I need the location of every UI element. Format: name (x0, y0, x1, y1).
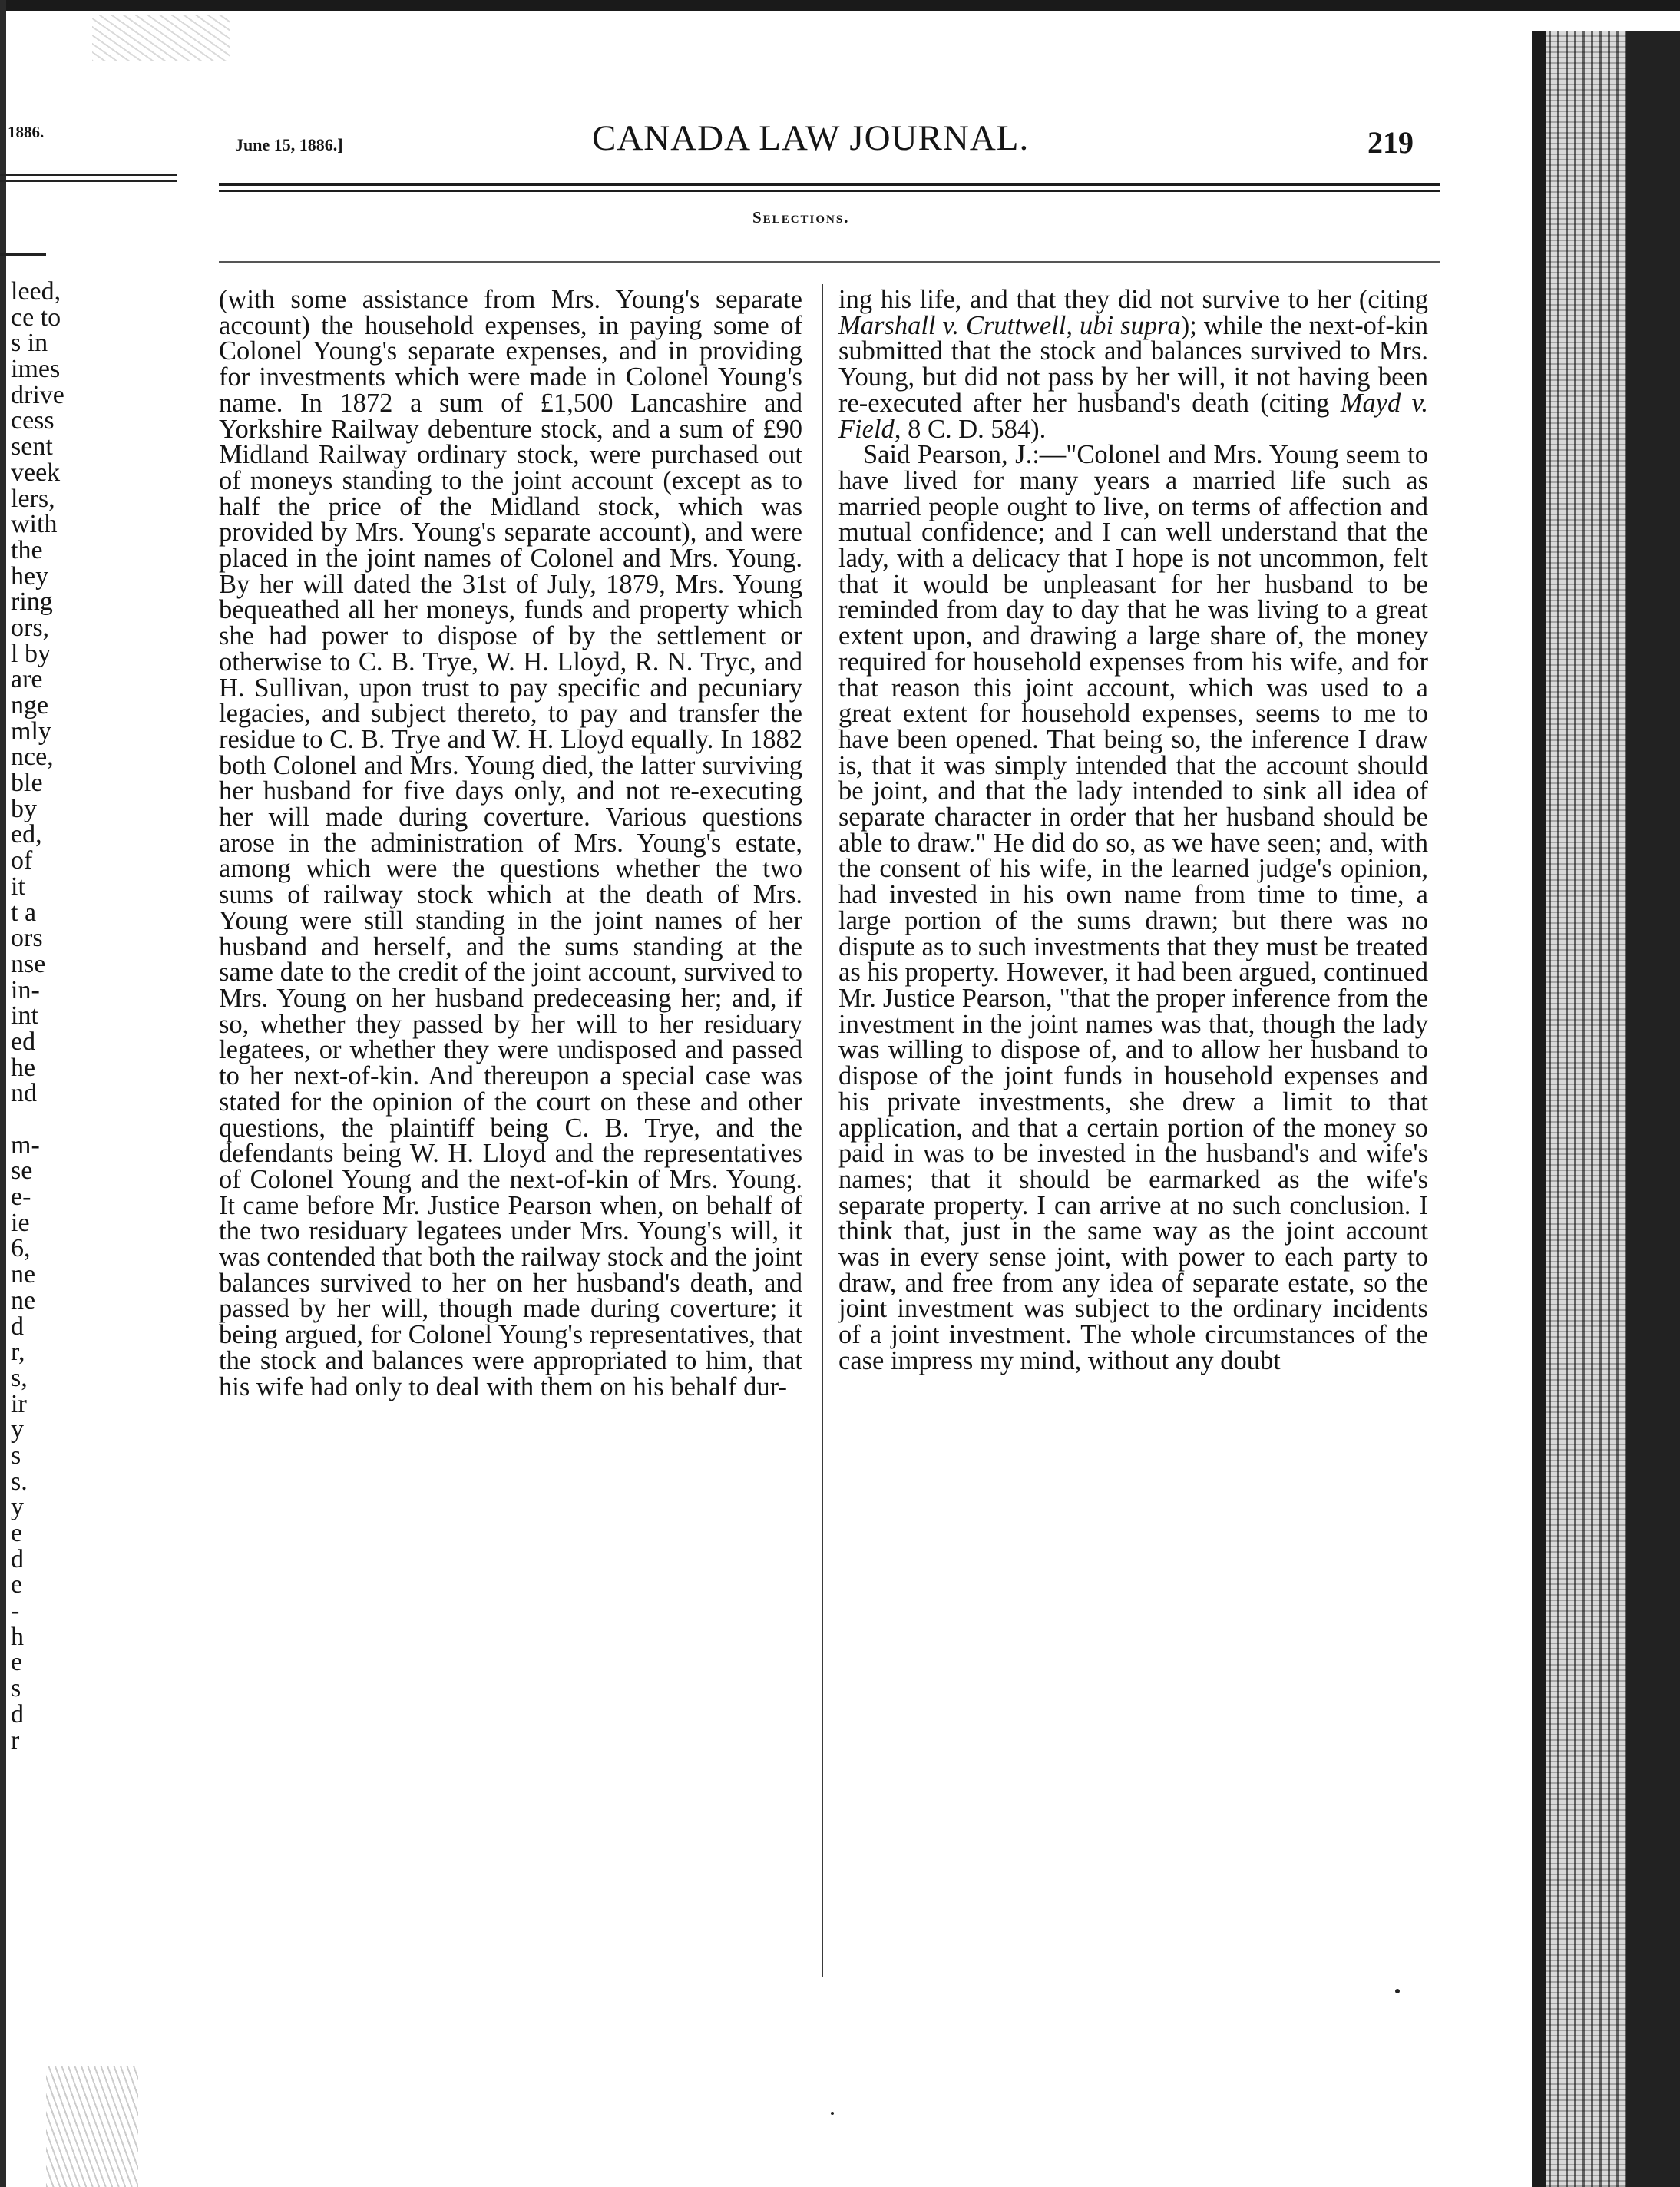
previous-page-fragment: s. (11, 1467, 28, 1496)
case-citation: Marshall v. Cruttwell, ubi supra (838, 310, 1181, 340)
header-rule-thick (219, 183, 1440, 186)
previous-page-fragment: e- (11, 1183, 31, 1212)
previous-page-rule (0, 174, 177, 176)
previous-page-fragment: ring (11, 587, 53, 617)
text-column-left (219, 287, 802, 1400)
previous-page-fragment: y (11, 1415, 24, 1444)
scan-speckle-bottom (46, 2066, 138, 2187)
previous-page-fragment: e (11, 1570, 23, 1600)
scan-speckle-top (92, 15, 230, 61)
previous-page-fragment: l by (11, 639, 51, 668)
previous-page-fragment: the (11, 535, 43, 564)
previous-page-fragment: ir (11, 1389, 27, 1418)
previous-page-fragment: s (11, 1674, 21, 1703)
body-paragraph: Said Pearson, J.:—"Colonel and Mrs. Young seem to have lived for many years a married life such as married people ought to live, on terms of affection and mutual confidence; and I can well understand that the lady, with a delicacy that I hope is not uncommon, felt that it would be unpleasant for her husband to be reminded from day to day that he was living to a great extent upon, and drawing a large share of, the money required for household expenses from his wife, and for that reason this joint account, which was used to a great extent for household expenses, seems to me to have been opened. That being so, the inference I draw is, that it was simply intended that the account should be joint, and that the lady intended to sink all idea of separate character in order that her husband should be able to draw." He did do so, as we have seen; and, with the consent of his wife, in the learned judge's opinion, had invested in his own name from time to time, a large portion of the sums drawn; but there was no dispute as to such investments that they must be treated as his property. However, it had been argued, continued Mr. Justice Pearson, "that the proper inference from the investment in the joint names was that, though the lady was willing to dispose of, and to allow her husband to dispose of the joint funds in household expenses and his private investments, she drew a limit to that application, and that a certain portion of the money so paid in was to be invested in the husband's and wife's names; that it should be earmarked as the wife's separate property. I can arrive at no such conclusion. I think that, just in the same way as the joint account was in every sense joint, with power to each party to draw, and free from any idea of separate estate, so the joint investment was subject to the ordinary incidents of a joint investment. The whole circumstances of the case impress my mind, without any doubt (838, 440, 1428, 1375)
previous-page-rule (0, 180, 177, 182)
previous-page-fragment: in- (11, 975, 40, 1004)
previous-page-fragment: veek (11, 458, 61, 487)
previous-page-fragment: ors (11, 924, 43, 953)
previous-page-fragment: e (11, 1519, 23, 1547)
column-divider (822, 284, 823, 1977)
previous-page-fragment: h (11, 1622, 24, 1651)
previous-page-header: 1886. (8, 123, 45, 141)
previous-page-fragment: ed (11, 1027, 36, 1056)
previous-page-fragment: with (11, 510, 58, 539)
journal-title: CANADA LAW JOURNAL. (592, 118, 1030, 158)
previous-page-fragment: m- (11, 1130, 40, 1160)
previous-page-fragment: d (11, 1544, 24, 1573)
previous-page-fragment: he (11, 1053, 36, 1082)
previous-page-fragment: t a (11, 898, 37, 927)
previous-page-fragment: sent (11, 432, 53, 462)
previous-page-fragment: y (11, 1493, 24, 1522)
section-rule (219, 261, 1440, 263)
previous-page-fragment: of (11, 846, 33, 875)
previous-page-fragment: hey (11, 561, 49, 591)
previous-page-fragment: mly (11, 716, 51, 746)
body-paragraph: (with some assistance from Mrs. Young's separate account) the household expenses, in paying some of Colonel Young's separate expenses, and in providing for investments which were made in Colonel Young's name. In 1872 a sum of £1,500 Lancashire and Yorkshire Railway debenture stock, and a sum of £90 Midland Railway ordinary stock, were purchased out of moneys standing to the joint account (except as to half the price of the Midland stock, which was provided by Mrs. Young's separate account), and were placed in the joint names of Colonel and Mrs. Young. By her will dated the 31st of July, 1879, Mrs. Young bequeathed all her moneys, funds and property which she had power to dispose of by the settlement or otherwise to C. B. Trye, W. H. Lloyd, R. N. Tryc, and H. Sullivan, upon trust to pay specific and pecuniary legacies, and subject thereto, to pay and transfer the residue to C. B. Trye and W. H. Lloyd equally. In 1882 both Colonel and Mrs. Young died, the latter surviving her husband for five days only, and not re-executing her will made during coverture. Various questions arose in the administration of Mrs. Young's estate, among which were the questions whether the two sums of railway stock which at the death of Mrs. Young were still standing in the joint names of her husband and herself, and the sums standing at the same date to the credit of the joint account, survived to Mrs. Young on her husband predeceasing her; and, if so, whether they passed by her will to her residuary legatees, or whether they were undisposed and passed to her next-of-kin. And thereupon a special case was stated for the opinion of the court on these and other questions, the plaintiff being C. B. Trye, and the defendants being W. H. Lloyd and the representatives of Colonel Young and the next-of-kin of Mrs. Young. It came before Mr. Justice Pearson when, on behalf of the two residuary legatees under Mrs. Young's will, it was contended that both the railway stock and the joint balances survived to her on her husband's death, and passed by her will, though made during coverture; it being argued, for Colonel Young's representatives, that the stock and balances were appropriated to him, that his wife had only to deal with them on his behalf dur- (219, 285, 802, 1401)
previous-page-fragment: are (11, 665, 43, 694)
previous-page-fragment: r (11, 1725, 20, 1755)
previous-page-fragment: - (11, 1596, 20, 1626)
previous-page-fragment: ne (11, 1285, 36, 1315)
previous-page-fragment: nse (11, 949, 46, 978)
ink-speck (1395, 1989, 1400, 1993)
previous-page-fragment: nge (11, 691, 49, 720)
previous-page-rule (0, 253, 46, 256)
text-column-right (838, 287, 1428, 1375)
ink-speck (831, 2112, 834, 2115)
previous-page-fragment: nd (11, 1079, 37, 1108)
paragraph-text: ing his life, and that they did not survive to her (citing (838, 285, 1428, 314)
previous-page-fragment: ce to (11, 303, 61, 332)
header-rule-thin (219, 190, 1440, 192)
previous-page-fragment: se (11, 1156, 33, 1186)
scan-left-edge (0, 0, 6, 2187)
previous-page-fragment: d (11, 1312, 24, 1341)
previous-page-fragment: imes (11, 355, 61, 384)
previous-page-fragment: by (11, 794, 37, 823)
previous-page-fragment: d (11, 1699, 24, 1729)
previous-page-fragment: ble (11, 769, 43, 798)
previous-page-fragment: s in (11, 329, 48, 358)
previous-page-fragment: ors, (11, 613, 50, 642)
previous-page-fragment: cess (11, 406, 55, 435)
scan-top-edge (0, 0, 1680, 11)
previous-page-text-fragments (11, 279, 64, 1753)
previous-page-fragment: 6, (11, 1234, 31, 1263)
previous-page-fragment: drive (11, 380, 64, 409)
previous-page-fragment: int (11, 1001, 38, 1031)
previous-page-fragment: r, (11, 1338, 25, 1367)
previous-page-fragment: s (11, 1441, 21, 1470)
paragraph-text: ); while the next-of-kin submitted that the stock and balances survived to Mrs. Young, but did not pass by her will, it not having been re-executed after her husband's death (citing (838, 310, 1428, 418)
previous-page-fragment: nce, (11, 743, 54, 772)
previous-page-fragment: lers, (11, 484, 55, 513)
previous-page-fragment: ne (11, 1260, 36, 1289)
case-citation: Mayd v. Field (838, 388, 1428, 444)
previous-page-fragment (11, 1107, 64, 1133)
page-number: 219 (1367, 125, 1414, 160)
previous-page-fragment: it (11, 872, 25, 901)
issue-date: June 15, 1886.] (235, 135, 343, 154)
paragraph-text: , 8 C. D. 584). (894, 414, 1047, 444)
body-paragraph (838, 287, 1428, 442)
previous-page-fragment: ie (11, 1208, 30, 1237)
book-binding-edge (1532, 31, 1680, 2187)
previous-page-fragment: ed, (11, 820, 42, 849)
previous-page-fragment: e (11, 1648, 23, 1677)
previous-page-fragment: s, (11, 1363, 28, 1392)
previous-page-fragment: leed, (11, 277, 61, 306)
section-heading: Selections. (752, 208, 850, 227)
